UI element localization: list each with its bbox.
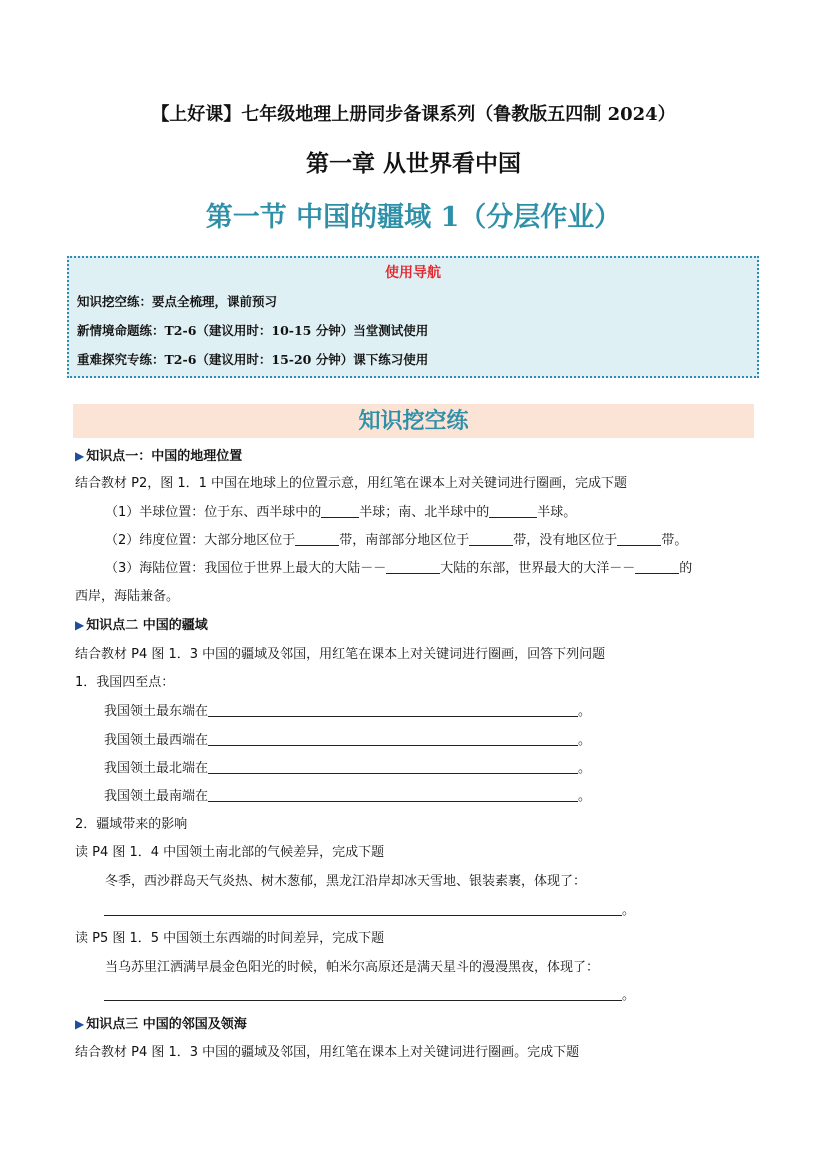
kp2-intro: 结合教材 P4 图 1．3 中国的疆域及邻国，用红笔在课本上对关键词进行圈画，回答下列问题 (75, 647, 606, 662)
kp1-title-text: 知识点一：中国的地理位置 (86, 449, 243, 464)
guide-line-homework: 重难探究专练：T2-6（建议用时：15-20 分钟）课下练习使用 (77, 352, 429, 367)
kp1-question-3 (105, 559, 692, 579)
series-title: 【上好课】七年级地理上册同步备课系列（鲁教版五四制 2024） (151, 104, 676, 125)
answer-line[interactable] (208, 702, 578, 717)
answer-blank[interactable] (386, 559, 440, 574)
chapter-title: 第一章 从世界看中国 (305, 151, 521, 177)
answer-blank[interactable] (321, 503, 359, 518)
answer-blank[interactable] (635, 559, 679, 574)
guide-heading: 使用导航 (385, 265, 441, 281)
banner-title: 知识挖空练 (358, 408, 469, 434)
answer-line[interactable] (208, 787, 578, 802)
extreme-north-label: 我国领土最北端在 (104, 761, 209, 776)
extreme-north-row (104, 759, 591, 779)
extreme-east-label: 我国领土最东端在 (104, 704, 209, 719)
answer-line[interactable] (208, 731, 578, 746)
guide-line-preview: 知识挖空练：要点全梳理，课前预习 (77, 294, 278, 309)
answer-blank[interactable] (469, 531, 513, 546)
q2-text-c: 带，没有地区位于 (513, 533, 618, 548)
q1-text-c: 半球。 (537, 505, 577, 520)
kp1-question-2 (105, 531, 687, 551)
kp2-text-2: 当乌苏里江洒满早晨金色阳光的时候，帕米尔高原还是满天星斗的漫漫黑夜，体现了： (105, 960, 600, 975)
q3-text-b: 大陆的东部，世界最大的大洋－－ (440, 561, 636, 576)
kp2-answer-row-1 (104, 901, 635, 921)
kp1-title (75, 446, 242, 467)
answer-blank[interactable] (295, 531, 339, 546)
period: 。 (578, 733, 592, 748)
q2-text-d: 带。 (661, 533, 688, 548)
q3-text-a: （3）海陆位置：我国位于世界上最大的大陆－－ (105, 561, 387, 576)
period: 。 (578, 704, 592, 719)
kp3-title (75, 1014, 247, 1035)
period: 。 (578, 789, 592, 804)
answer-line[interactable] (104, 901, 622, 916)
section-title: 第一节 中国的疆域 1（分层作业） (205, 202, 622, 233)
kp2-title (75, 615, 208, 636)
kp1-question-1 (105, 503, 576, 523)
triangle-bullet-icon: ▶ (75, 449, 85, 463)
extreme-east-row (104, 702, 591, 722)
kp2-answer-row-2 (104, 986, 635, 1006)
period: 。 (578, 761, 592, 776)
guide-line-classroom: 新情境命题练：T2-6（建议用时：10-15 分钟）当堂测试使用 (77, 323, 429, 338)
kp1-question-3-cont: 西岸，海陆兼备。 (75, 589, 180, 604)
kp3-intro: 结合教材 P4 图 1．3 中国的疆域及邻国，用红笔在课本上对关键词进行圈画。完成下题 (75, 1045, 580, 1060)
kp2-sub1: 1．我国四至点： (75, 675, 175, 690)
answer-line[interactable] (104, 986, 622, 1001)
triangle-bullet-icon: ▶ (75, 1017, 85, 1031)
extreme-south-row (104, 787, 591, 807)
q1-text-a: （1）半球位置：位于东、西半球中的 (105, 505, 322, 520)
q1-text-b: 半球；南、北半球中的 (359, 505, 490, 520)
triangle-bullet-icon: ▶ (75, 618, 85, 632)
kp2-read-1: 读 P4 图 1．4 中国领土南北部的气候差异，完成下题 (75, 845, 385, 860)
kp2-sub2: 2．疆域带来的影响 (75, 817, 188, 832)
kp2-text-1: 冬季，西沙群岛天气炎热、树木葱郁，黑龙江沿岸却冰天雪地、银装素裹，体现了： (105, 874, 587, 889)
q2-text-b: 带，南部部分地区位于 (339, 533, 470, 548)
kp1-intro: 结合教材 P2，图 1．1 中国在地球上的位置示意，用红笔在课本上对关键词进行圈画，完成下题 (75, 476, 628, 491)
answer-blank[interactable] (617, 531, 661, 546)
q2-text-a: （2）纬度位置：大部分地区位于 (105, 533, 296, 548)
period: 。 (622, 988, 636, 1003)
kp3-title-text: 知识点三 中国的邻国及领海 (86, 1017, 247, 1032)
period: 。 (622, 903, 636, 918)
usage-guide-box (67, 256, 759, 378)
section-banner (73, 404, 754, 438)
extreme-west-label: 我国领土最西端在 (104, 733, 209, 748)
kp2-read-2: 读 P5 图 1．5 中国领土东西端的时间差异，完成下题 (75, 931, 385, 946)
extreme-west-row (104, 731, 591, 751)
kp2-title-text: 知识点二 中国的疆域 (86, 618, 208, 633)
answer-line[interactable] (208, 759, 578, 774)
q3-text-c: 的 (679, 561, 693, 576)
answer-blank[interactable] (489, 503, 537, 518)
extreme-south-label: 我国领土最南端在 (104, 789, 209, 804)
